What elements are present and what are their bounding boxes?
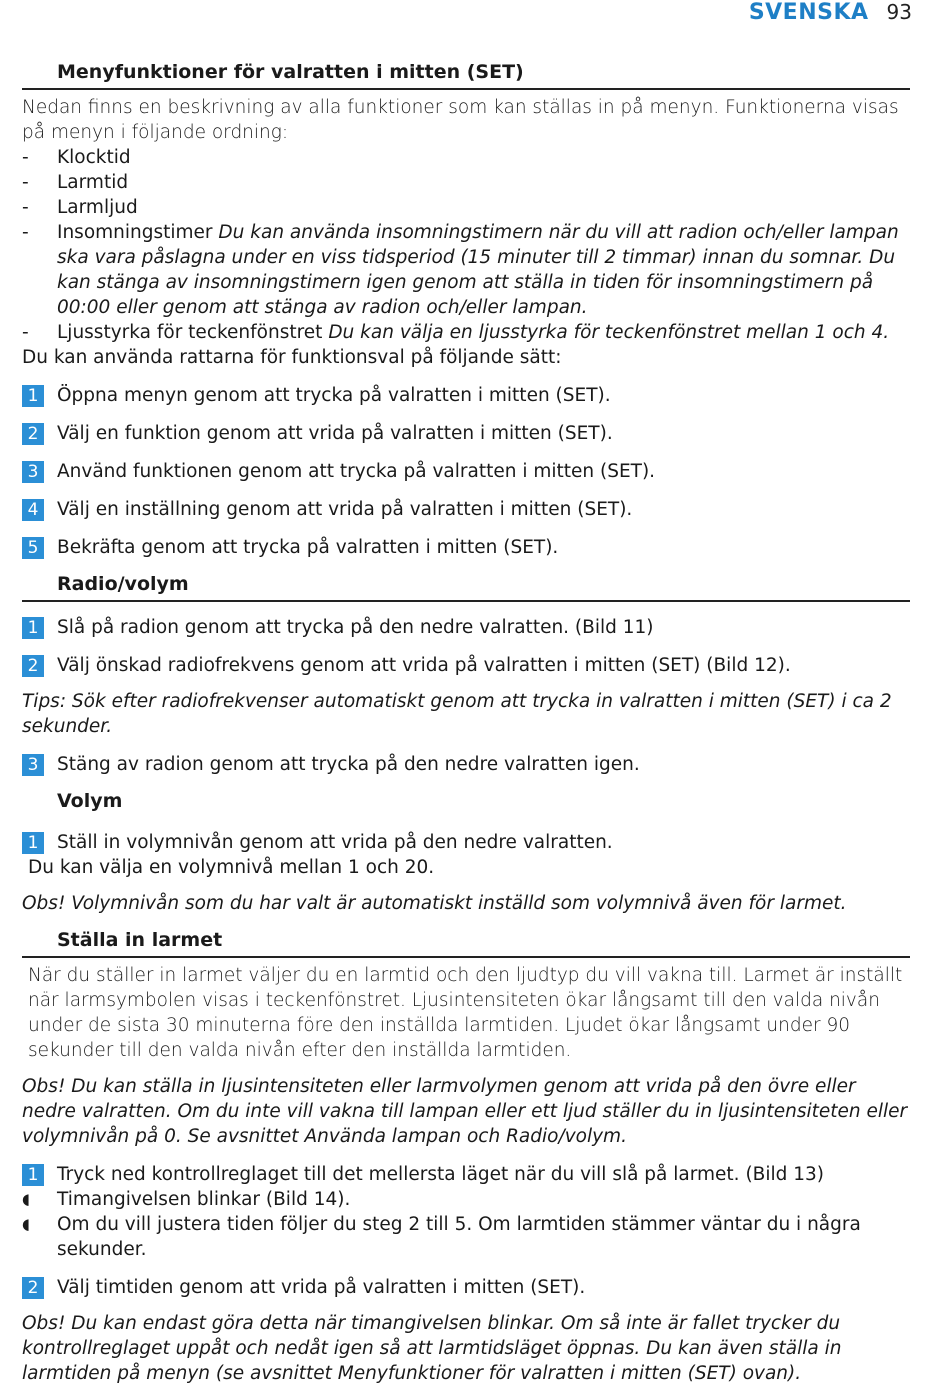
result-bullet	[22, 1187, 910, 1212]
step-text: Bekräfta genom att trycka på valratten i mitten (SET).	[57, 537, 559, 558]
step-text: Stäng av radion genom att trycka på den nedre valratten igen.	[57, 754, 640, 775]
menu-item	[22, 145, 910, 170]
step-text: Ställ in volymnivån genom att vrida på den nedre valratten.	[57, 832, 613, 853]
bullet-text: Om du vill justera tiden följer du steg 2 till 5. Om larmtiden stämmer väntar du i några sekunder.	[57, 1214, 861, 1260]
step-number-badge: 2	[22, 423, 44, 445]
section-heading-volym: Volym	[57, 790, 123, 812]
volume-range-note: Du kan välja en volymnivå mellan 1 och 20.	[28, 857, 435, 878]
dash-marker: -	[22, 197, 29, 218]
step-text: Slå på radion genom att trycka på den nedre valratten. (Bild 11)	[57, 617, 654, 638]
dash-marker: -	[22, 322, 29, 343]
bullet-icon: ◖	[22, 1190, 30, 1208]
obs-note: Obs! Du kan endast göra detta när timangivelsen blinkar. Om så inte är fallet trycker du kontrollreglaget uppåt och nedåt igen så att larmtidsläget öppnas. Du kan även ställa in larmtiden på menyn (se avsnittet Menyfunktioner för valratten i mitten (SET) ovan).	[22, 1313, 842, 1384]
dash-marker: -	[22, 222, 29, 243]
step	[22, 830, 910, 855]
menu-item-label: Klocktid	[57, 147, 131, 168]
menu-item	[22, 320, 910, 345]
step	[22, 459, 910, 484]
step	[22, 535, 910, 560]
menu-item-label: Insomningstimer	[57, 222, 219, 243]
step-number-badge: 5	[22, 537, 44, 559]
bullet-icon: ◖	[22, 1215, 30, 1233]
step-text: Välj timtiden genom att vrida på valratten i mitten (SET).	[57, 1277, 586, 1298]
menu-intro: Nedan finns en beskrivning av alla funktioner som kan ställas in på menyn. Funktionerna visas på menyn i följande ordning:	[22, 97, 899, 143]
obs-note: Obs! Volymnivån som du har valt är automatiskt inställd som volymnivå även för larmet.	[22, 893, 847, 914]
step	[22, 653, 910, 678]
step-number-badge: 2	[22, 655, 44, 677]
section-heading-menu: Menyfunktioner för valratten i mitten (SET)	[22, 60, 910, 90]
step	[22, 1275, 910, 1300]
step-text: Öppna menyn genom att trycka på valratten i mitten (SET).	[57, 385, 611, 406]
step-text: Använd funktionen genom att trycka på valratten i mitten (SET).	[57, 461, 656, 482]
step-text: Välj önskad radiofrekvens genom att vrida på valratten i mitten (SET) (Bild 12).	[57, 655, 791, 676]
page-header	[749, 0, 912, 28]
language-label: SVENSKA	[748, 0, 869, 25]
step	[22, 421, 910, 446]
step-text: Välj en inställning genom att vrida på valratten i mitten (SET).	[57, 499, 633, 520]
step-number-badge: 1	[22, 1164, 44, 1186]
page-content	[22, 60, 910, 1386]
step-number-badge: 2	[22, 1277, 44, 1299]
step	[22, 1162, 910, 1187]
step-number-badge: 1	[22, 385, 44, 407]
obs-note: Obs! Du kan ställa in ljusintensiteten eller larmvolymen genom att vrida på den övre eller nedre valratten. Om du inte vill vakna till lampan eller ett ljud ställer du in ljusintensiteten eller volymnivån på 0. Se avsnittet Använda lampan och Radio/volym.	[22, 1076, 908, 1147]
step-number-badge: 1	[22, 832, 44, 854]
step	[22, 497, 910, 522]
menu-item-label: Larmljud	[57, 197, 138, 218]
step-number-badge: 3	[22, 754, 44, 776]
larm-intro: När du ställer in larmet väljer du en larmtid och den ljudtyp du vill vakna till. Larmet är inställt när larmsymbolen visas i teckenfönstret. Ljusintensiteten ökar långsamt till den valda nivån under de sista 30 minuterna före den inställda larmtiden. Ljudet ökar långsamt under 90 sekunder till den valda nivån efter den inställda larmtiden.	[28, 965, 903, 1061]
step-text: Välj en funktion genom att vrida på valratten i mitten (SET).	[57, 423, 613, 444]
step-number-badge: 3	[22, 461, 44, 483]
menu-item	[22, 170, 910, 195]
step-number-badge: 1	[22, 617, 44, 639]
tip-text: Tips: Sök efter radiofrekvenser automatiskt genom att trycka in valratten i mitten (SET) i ca 2 sekunder.	[22, 691, 892, 737]
dash-marker: -	[22, 147, 29, 168]
menu-item-description: Du kan välja en ljusstyrka för teckenfönstret mellan 1 och 4.	[328, 322, 890, 343]
menu-item-label: Ljusstyrka för teckenfönstret	[57, 322, 329, 343]
section-heading-radio: Radio/volym	[22, 572, 910, 602]
result-bullet	[22, 1212, 910, 1262]
menu-item-description: Du kan använda insomningstimern när du vill att radion och/eller lampan ska vara påslagna under en viss tidsperiod (15 minuter till 2 timmar) innan du somnar. Du kan stänga av insomningstimern igen genom att ställa in tiden för insomningstimern på 00:00 eller genom att stänga av radion och/eller lampan.	[57, 222, 899, 318]
step	[22, 383, 910, 408]
bullet-text: Timangivelsen blinkar (Bild 14).	[57, 1189, 351, 1210]
dash-marker: -	[22, 172, 29, 193]
menu-usage: Du kan använda rattarna för funktionsval på följande sätt:	[22, 347, 562, 368]
page-number: 93	[886, 0, 912, 24]
step-text: Tryck ned kontrollreglaget till det mellersta läget när du vill slå på larmet. (Bild 13)	[57, 1164, 825, 1185]
step	[22, 752, 910, 777]
menu-item	[22, 220, 910, 320]
step-number-badge: 4	[22, 499, 44, 521]
section-heading-larm: Ställa in larmet	[22, 928, 910, 958]
menu-item-label: Larmtid	[57, 172, 129, 193]
step	[22, 615, 910, 640]
menu-item	[22, 195, 910, 220]
